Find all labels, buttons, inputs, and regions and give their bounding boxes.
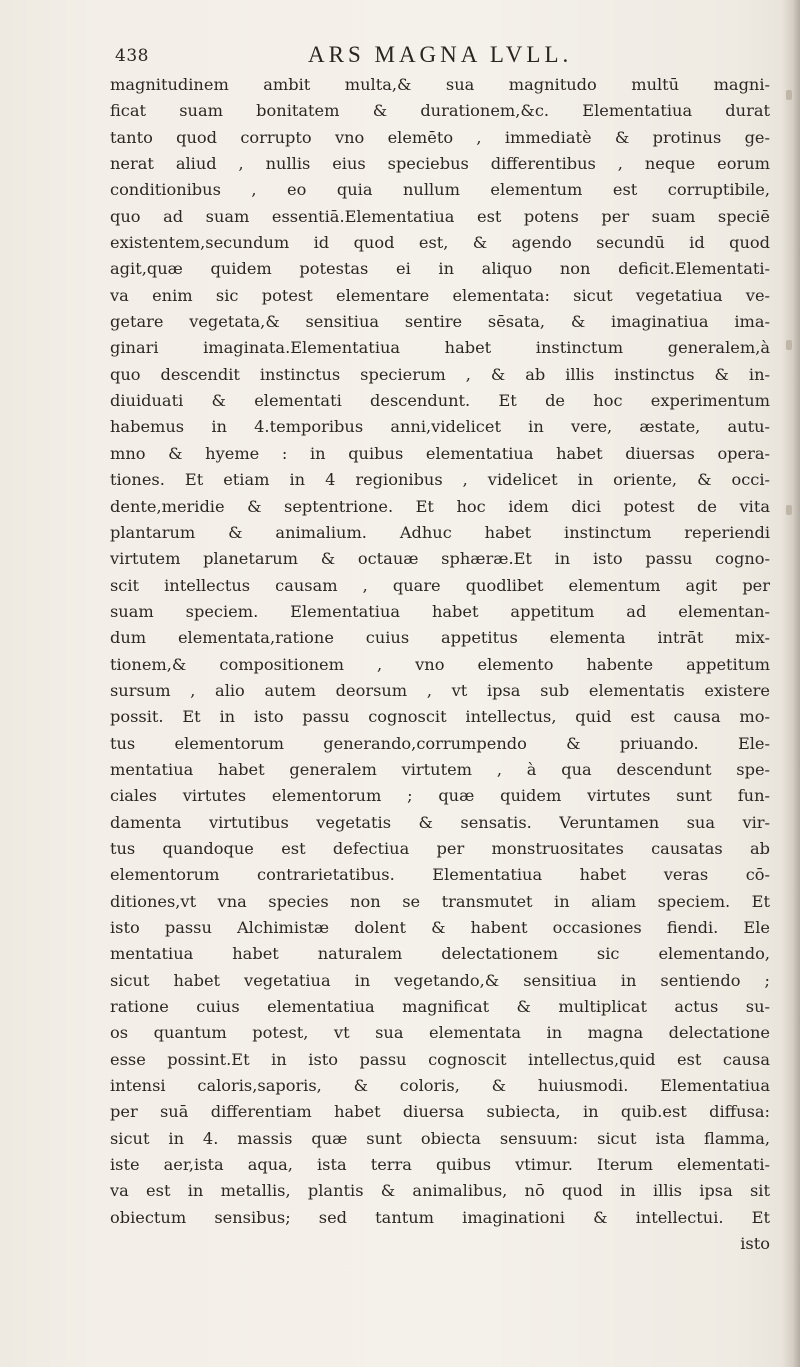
text-line: tus quandoque est defectiua per monstruositates causatas ab: [110, 838, 770, 858]
text-line: obiectum sensibus; sed tantum imaginationi & intellectui. Et: [110, 1207, 770, 1227]
text-line: getare vegetata,& sensitiua sentire sēsata, & imaginatiua ima-: [110, 312, 770, 332]
text-line: dum elementata,ratione cuius appetitus elementa intrāt mix-: [110, 628, 770, 648]
text-line: ditiones,vt vna species non se transmutet in aliam speciem. Et: [110, 891, 770, 911]
margin-speck: [786, 90, 792, 100]
text-line: quo descendit instinctus specierum , & ab illis instinctus & in-: [110, 364, 770, 384]
page-number: 438: [115, 46, 149, 66]
text-line: va enim sic potest elementare elementata: sicut vegetatiua ve-: [110, 285, 770, 305]
text-line: ginari imaginata.Elementatiua habet instinctum generalem,à: [110, 338, 770, 358]
text-line: virtutem planetarum & octauæ sphæræ.Et in isto passu cogno-: [110, 549, 770, 569]
text-line: scit intellectus causam , quare quodlibet elementum agit per: [110, 575, 770, 595]
text-line: habemus in 4.temporibus anni,videlicet in vere, æstate, autu-: [110, 417, 770, 437]
text-line: quo ad suam essentiā.Elementatiua est potens per suam speciē: [110, 206, 770, 226]
text-line: ciales virtutes elementorum ; quæ quidem virtutes sunt fun-: [110, 786, 770, 806]
page-gutter-shadow: [782, 0, 800, 1367]
text-line: va est in metallis, plantis & animalibus, nō quod in illis ipsa sit: [110, 1181, 770, 1201]
body-text: [110, 72, 770, 1257]
text-line: agit,quæ quidem potestas ei in aliquo non deficit.Elementati-: [110, 259, 770, 279]
text-line: sicut habet vegetatiua in vegetando,& sensitiua in sentiendo ;: [110, 970, 770, 990]
text-line: tus elementorum generando,corrumpendo & priuando. Ele-: [110, 733, 770, 753]
catchword: isto: [740, 1234, 770, 1254]
text-line: suam speciem. Elementatiua habet appetitum ad elementan-: [110, 601, 770, 621]
text-line: tionem,& compositionem , vno elemento habente appetitum: [110, 654, 770, 674]
text-line: intensi caloris,saporis, & coloris, & huiusmodi. Elementatiua: [110, 1076, 770, 1096]
text-line: per suā differentiam habet diuersa subiecta, in quib.est diffusa:: [110, 1102, 770, 1122]
running-head: ARS MAGNA LVLL.: [308, 42, 573, 67]
text-line: nerat aliud , nullis eius speciebus differentibus , neque eorum: [110, 154, 770, 174]
margin-speck: [786, 340, 792, 350]
text-line: tanto quod corrupto vno elemēto , immediatè & protinus ge-: [110, 127, 770, 147]
page-header: [115, 42, 765, 72]
text-line: isto passu Alchimistæ dolent & habent occasiones fiendi. Ele: [110, 918, 770, 937]
text-line: mentatiua habet generalem virtutem , à qua descendunt spe-: [110, 759, 770, 779]
text-line: diuiduati & elementati descendunt. Et de hoc experimentum: [110, 391, 770, 411]
text-line: mentatiua habet naturalem delectationem sic elementando,: [110, 944, 770, 964]
margin-speck: [786, 505, 792, 515]
text-line: sursum , alio autem deorsum , vt ipsa sub elementatis existere: [110, 680, 770, 700]
text-line: damenta virtutibus vegetatis & sensatis. Veruntamen sua vir-: [110, 812, 770, 832]
text-line: magnitudinem ambit multa,& sua magnitudo multū magni-: [110, 75, 770, 94]
text-line: dente,meridie & septentrione. Et hoc idem dici potest de vita: [110, 496, 770, 516]
text-line: iste aer,ista aqua, ista terra quibus vtimur. Iterum elementati-: [110, 1155, 770, 1175]
text-line: tiones. Et etiam in 4 regionibus , videlicet in oriente, & occi-: [110, 470, 770, 490]
text-line: ficat suam bonitatem & durationem,&c. Elementatiua durat: [110, 101, 770, 121]
text-line: sicut in 4. massis quæ sunt obiecta sensuum: sicut ista flamma,: [110, 1128, 770, 1148]
text-line: possit. Et in isto passu cognoscit intellectus, quid est causa mo-: [110, 707, 770, 727]
text-line: existentem,secundum id quod est, & agendo secundū id quod: [110, 233, 770, 253]
text-line: ratione cuius elementatiua magnificat & multiplicat actus su-: [110, 997, 770, 1017]
text-line: conditionibus , eo quia nullum elementum est corruptibile,: [110, 180, 770, 200]
text-line: mno & hyeme : in quibus elementatiua habet diuersas opera-: [110, 443, 770, 463]
text-line: plantarum & animalium. Adhuc habet instinctum reperiendi: [110, 522, 770, 542]
text-line: os quantum potest, vt sua elementata in magna delectatione: [110, 1023, 770, 1043]
text-line: esse possint.Et in isto passu cognoscit intellectus,quid est causa: [110, 1049, 770, 1069]
text-line: elementorum contrarietatibus. Elementatiua habet veras cō-: [110, 865, 770, 885]
